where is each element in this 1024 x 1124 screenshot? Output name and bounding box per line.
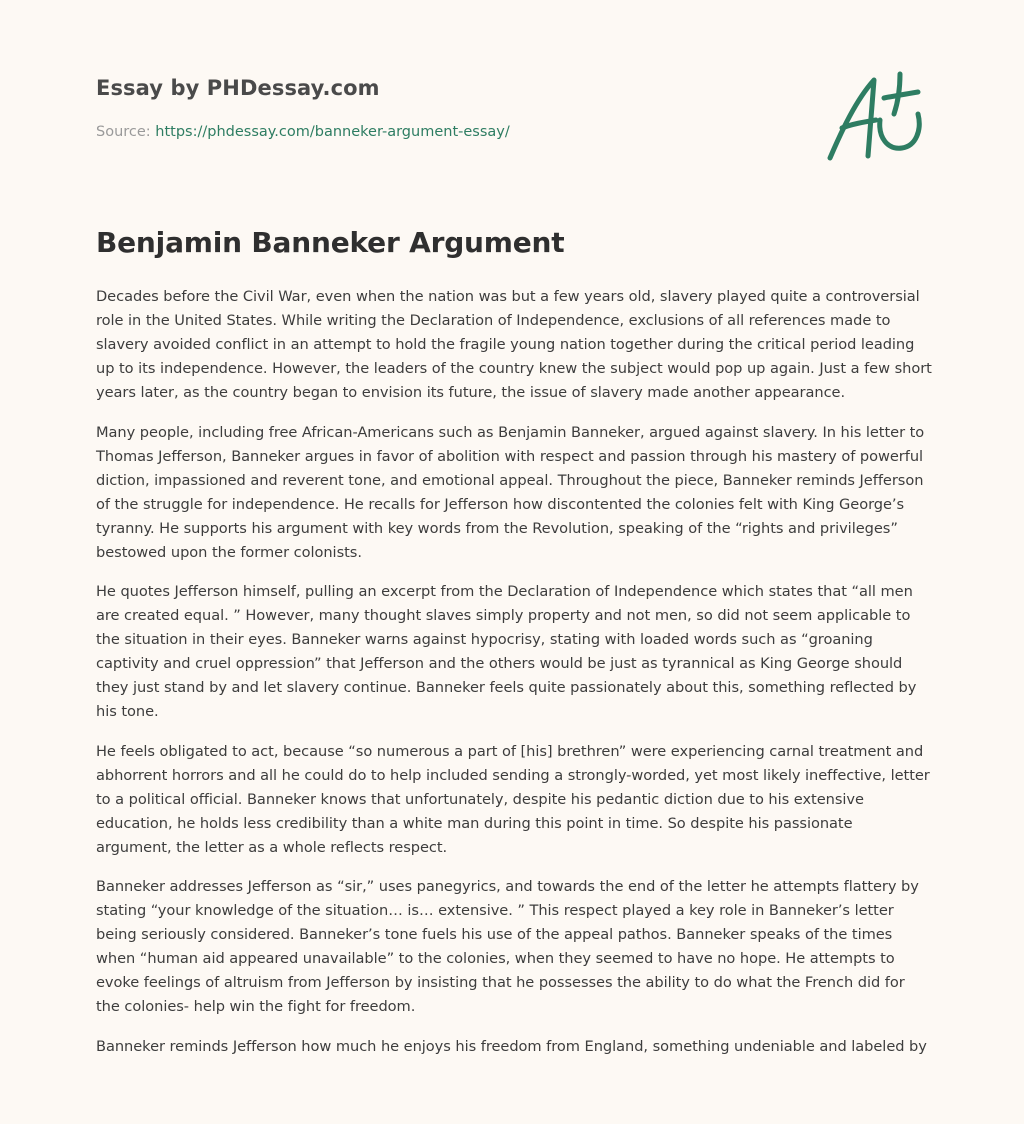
logo: [822, 68, 930, 166]
essay-paragraph: Many people, including free African-Americans such as Benjamin Banneker, argued against slavery. In his letter to Thomas Jefferson, Banneker argues in favor of abolition with respect and passion through his mastery of powerful diction, impassioned and reverent tone, and emotional appeal. Throughout the piece, Banneker reminds Jefferson of the struggle for independence. He recalls for Jefferson how discontented the colonies felt with King George’s tyranny. He supports his argument with key words from the Revolution, speaking of the “rights and privileges” bestowed upon the former colonists.: [96, 423, 925, 561]
essay-body: [96, 285, 932, 1074]
essay-title: Benjamin Banneker Argument: [96, 226, 565, 259]
essay-paragraph: Decades before the Civil War, even when the nation was but a few years old, slavery played quite a controversial role in the United States. While writing the Declaration of Independence, exclusions of all references made to slavery avoided conflict in an attempt to hold the fragile young nation together during the critical period leading up to its independence. However, the leaders of the country knew the subject would pop up again. Just a few short years later, as the country began to envision its future, the issue of slavery made another appearance.: [96, 288, 932, 401]
essay-paragraph: He feels obligated to act, because “so numerous a part of [his] brethren” were experiencing carnal treatment and abhorrent horrors and all he could do to help included sending a strongly-worded, yet most likely ineffective, letter to a political official. Banneker knows that unfortunately, despite his pedantic diction due to his extensive education, he holds less credibility than a white man during this point in time. So despite his passionate argument, the letter as a whole reflects respect.: [96, 742, 930, 856]
essay-paragraph: Banneker reminds Jefferson how much he enjoys his freedom from England, something undeniable and labeled by: [96, 1037, 927, 1055]
essay-paragraph: He quotes Jefferson himself, pulling an excerpt from the Declaration of Independence which states that “all men are created equal. ” However, many thought slaves simply property and not men, so did not seem applicable to the situation in their eyes. Banneker warns against hypocrisy, stating with loaded words such as “groaning captivity and cruel oppression” that Jefferson and the others would be just as tyrannical as King George should they just stand by and let slavery continue. Banneker feels quite passionately about this, something reflected by his tone.: [96, 583, 917, 720]
a-plus-logo-icon: [822, 68, 930, 166]
essay-paragraph: Banneker addresses Jefferson as “sir,” uses panegyrics, and towards the end of the letter he attempts flattery by stating “your knowledge of the situation… is… extensive. ” This respect played a key role in Banneker’s letter being seriously considered. Banneker’s tone fuels his use of the appeal pathos. Banneker speaks of the times when “human aid appeared unavailable” to the colonies, when they seemed to have no hope. He attempts to evoke feelings of altruism from Jefferson by insisting that he possesses the ability to do what the French did for the colonies- help win the fight for freedom.: [96, 878, 919, 1015]
site-title: Essay by PHDessay.com: [96, 76, 380, 100]
source-line: [96, 124, 510, 140]
source-label: Source:: [96, 124, 156, 140]
source-link[interactable]: https://phdessay.com/banneker-argument-essay/: [155, 124, 510, 140]
